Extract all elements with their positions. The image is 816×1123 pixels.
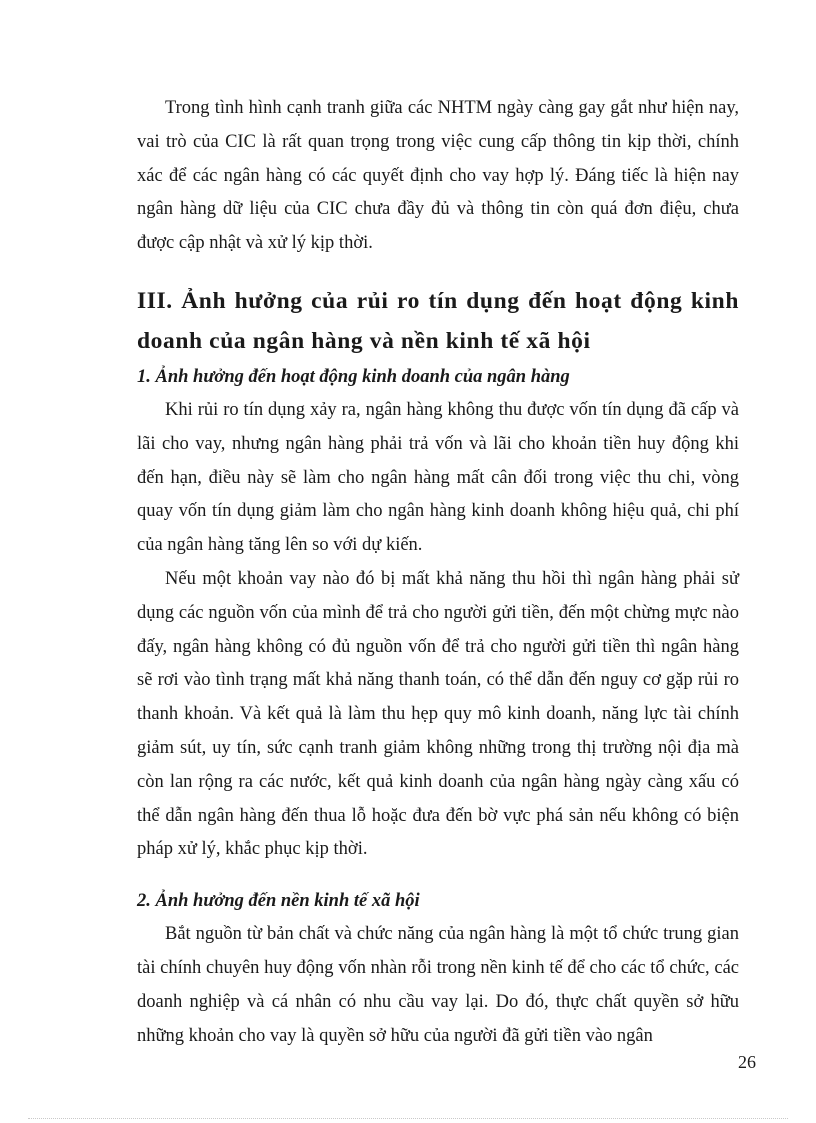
paragraph-bank-nature: Bắt nguồn từ bản chất và chức năng của ngân hàng là một tổ chức trung gian tài chính chuyên huy động vốn nhàn rỗi trong nền kinh tế để cho các tổ chức, các doanh nghiệp và cá nhân có nhu cầu vay lại. Do đó, thực chất quyền sở hữu những khoản cho vay là quyền sở hữu của người đã gửi tiền vào ngân [137, 924, 739, 1046]
section-heading-iii: III. Ảnh hưởng của rủi ro tín dụng đến hoạt động kinh doanh của ngân hàng và nền kinh tế xã hội [137, 287, 739, 354]
subsection-heading-1: 1. Ảnh hưởng đến hoạt động kinh doanh của ngân hàng [137, 366, 570, 387]
page-bottom-divider [28, 1118, 788, 1119]
page-number: 26 [738, 1052, 756, 1072]
paragraph-credit-risk-occurs: Khi rủi ro tín dụng xảy ra, ngân hàng không thu được vốn tín dụng đã cấp và lãi cho vay, nhưng ngân hàng phải trả vốn và lãi cho khoản tiền huy động khi đến hạn, điều này sẽ làm cho ngân hàng mất cân đối trong việc thu chi, vòng quay vốn tín dụng giảm làm cho ngân hàng kinh doanh không hiệu quả, chi phí của ngân hàng tăng lên so với dự kiến. [137, 399, 739, 556]
page-body [137, 92, 739, 1053]
paragraph-loss-of-recovery: Nếu một khoản vay nào đó bị mất khả năng thu hồi thì ngân hàng phải sử dụng các nguồn vốn của mình để trả cho người gửi tiền, đến một chừng mực nào đấy, ngân hàng không có đủ nguồn vốn để trả cho người gửi tiền thì ngân hàng sẽ rơi vào tình trạng mất khả năng thanh toán, có thể dẫn đến nguy cơ gặp rủi ro thanh khoản. Và kết quả là làm thu hẹp quy mô kinh doanh, năng lực tài chính giảm sút, uy tín, sức cạnh tranh giảm không những trong thị trường nội địa mà còn lan rộng ra các nước, kết quả kinh doanh của ngân hàng ngày càng xấu có thể dẫn ngân hàng đến thua lỗ hoặc đưa đến bờ vực phá sản nếu không có biện pháp xử lý, khắc phục kịp thời. [137, 568, 739, 860]
subsection-heading-2: 2. Ảnh hưởng đến nền kinh tế xã hội [137, 891, 420, 912]
paragraph-cic-role: Trong tình hình cạnh tranh giữa các NHTM ngày càng gay gắt như hiện nay, vai trò của CIC là rất quan trọng trong việc cung cấp thông tin kịp thời, chính xác để các ngân hàng có các quyết định cho vay hợp lý. Đáng tiếc là hiện nay ngân hàng dữ liệu của CIC chưa đầy đủ và thông tin còn quá đơn điệu, chưa được cập nhật và xử lý kịp thời. [137, 98, 739, 254]
